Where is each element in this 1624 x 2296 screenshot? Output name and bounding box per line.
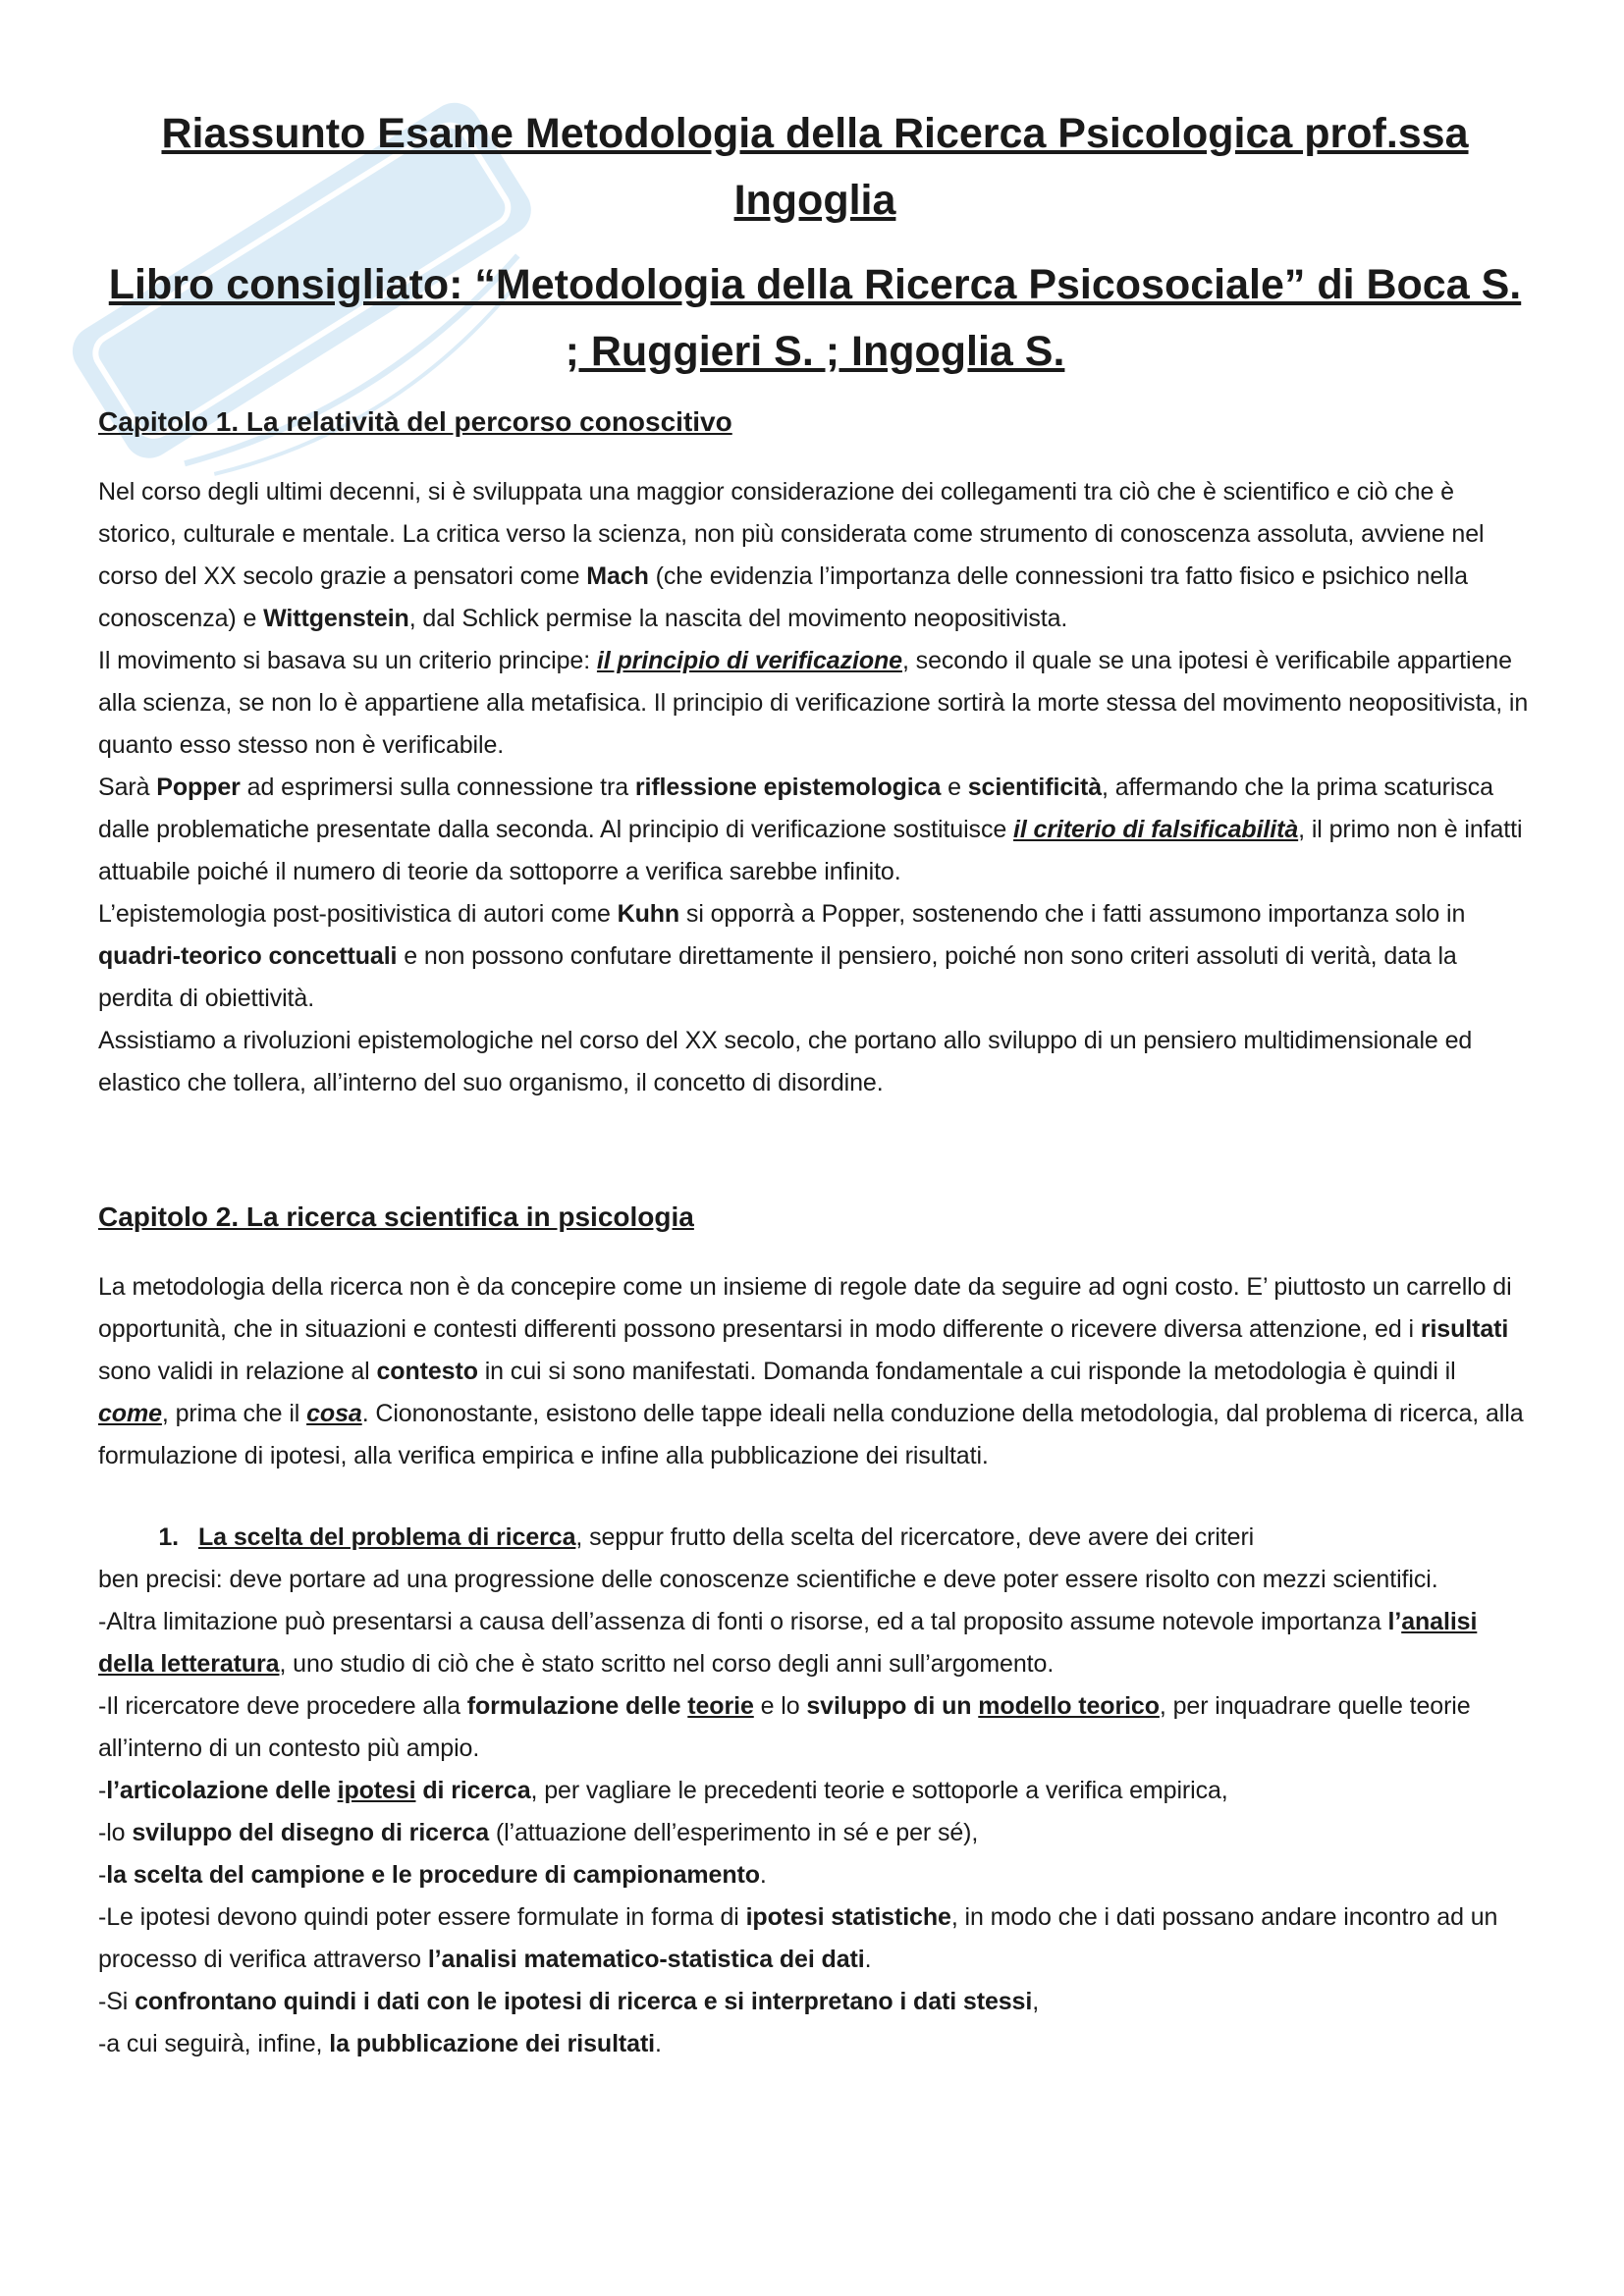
- list-line-8: -a cui seguirà, infine, la pubblicazione dei risultati.: [98, 2030, 662, 2057]
- list-line-2: -Il ricercatore deve procedere alla formulazione delle teorie e lo sviluppo di un modello teorico, per inquadrare quelle teorie all’interno di un contesto più ampio.: [98, 1692, 1471, 1762]
- chapter-1-paragraph-5: Assistiamo a rivoluzioni epistemologiche nel corso del XX secolo, che portano allo sviluppo di un pensiero multidimensionale ed elastico che tollera, all’interno del suo organismo, il concetto di disordine.: [98, 1027, 1473, 1096]
- list-line-3: -l’articolazione delle ipotesi di ricerca, per vagliare le precedenti teorie e sottoporle a verifica empirica,: [98, 1777, 1228, 1804]
- chapter-2-heading: Capitolo 2. La ricerca scientifica in psicologia: [98, 1201, 694, 1232]
- list-line-6: -Le ipotesi devono quindi poter essere formulate in forma di ipotesi statistiche, in modo che i dati possano andare incontro ad un processo di verifica attraverso l’analisi matematico-statistica dei dati.: [98, 1903, 1498, 1973]
- document-page: [98, 100, 1532, 2065]
- numbered-item-1-continuation: ben precisi: deve portare ad una progressione delle conoscenze scientifiche e deve poter essere risolto con mezzi scientifici.: [98, 1566, 1438, 1593]
- book-title: Libro consigliato: “Metodologia della Ricerca Psicosociale” di Boca S. ; Ruggieri S. ; Ingoglia S.: [108, 261, 1522, 375]
- list-line-4: -lo sviluppo del disegno di ricerca (l’attuazione dell’esperimento in sé e per sé),: [98, 1819, 979, 1846]
- list-line-1: -Altra limitazione può presentarsi a causa dell’assenza di fonti o risorse, ed a tal proposito assume notevole importanza l’analisi della letteratura, uno studio di ciò che è stato scritto nel corso degli anni sull’argomento.: [98, 1608, 1478, 1678]
- chapter-1-paragraph-4: L’epistemologia post-positivistica di autori come Kuhn si opporrà a Popper, sostenendo che i fatti assumono importanza solo in quadri-teorico concettuali e non possono confutare direttamente il pensiero, poiché non sono criteri assoluti di verità, data la perdita di obiettività.: [98, 900, 1466, 1012]
- document-title: Riassunto Esame Metodologia della Ricerca Psicologica prof.ssa Ingoglia: [161, 110, 1469, 224]
- chapter-1-heading: Capitolo 1. La relatività del percorso conoscitivo: [98, 406, 732, 437]
- numbered-item-1: 1. La scelta del problema di ricerca, seppur frutto della scelta del ricercatore, deve avere dei criteri: [158, 1523, 1255, 1551]
- list-line-7: -Si confrontano quindi i dati con le ipotesi di ricerca e si interpretano i dati stessi,: [98, 1988, 1040, 2015]
- chapter-1-paragraph-1: Nel corso degli ultimi decenni, si è sviluppata una maggior considerazione dei collegamenti tra ciò che è scientifico e ciò che è storico, culturale e mentale. La critica verso la scienza, non più considerata come strumento di conoscenza assoluta, avviene nel corso del XX secolo grazie a pensatori come Mach (che evidenzia l’importanza delle connessioni tra fatto fisico e psichico nella conoscenza) e Wittgenstein, dal Schlick permise la nascita del movimento neopositivista.: [98, 478, 1485, 632]
- chapter-1-paragraph-2: Il movimento si basava su un criterio principe: il principio di verificazione, secondo il quale se una ipotesi è verificabile appartiene alla scienza, se non lo è appartiene alla metafisica. Il principio di verificazione sortirà la morte stessa del movimento neopositivista, in quanto esso stesso non è verificabile.: [98, 647, 1529, 759]
- list-line-5: -la scelta del campione e le procedure di campionamento.: [98, 1861, 767, 1889]
- chapter-2-paragraph-1: La metodologia della ricerca non è da concepire come un insieme di regole date da seguire ad ogni costo. E’ piuttosto un carrello di opportunità, che in situazioni e contesti differenti possono presentarsi in modo differente o ricevere diversa attenzione, ed i risultati sono validi in relazione al contesto in cui si sono manifestati. Domanda fondamentale a cui risponde la metodologia è quindi il come, prima che il cosa. Ciononostante, esistono delle tappe ideali nella conduzione della metodologia, dal problema di ricerca, alla formulazione di ipotesi, alla verifica empirica e infine alla pubblicazione dei risultati.: [98, 1273, 1524, 1469]
- chapter-1-paragraph-3: Sarà Popper ad esprimersi sulla connessione tra riflessione epistemologica e scientificità, affermando che la prima scaturisca dalle problematiche presentate dalla seconda. Al principio di verificazione sostituisce il criterio di falsificabilità, il primo non è infatti attuabile poiché il numero di teorie da sottoporre a verifica sarebbe infinito.: [98, 774, 1523, 885]
